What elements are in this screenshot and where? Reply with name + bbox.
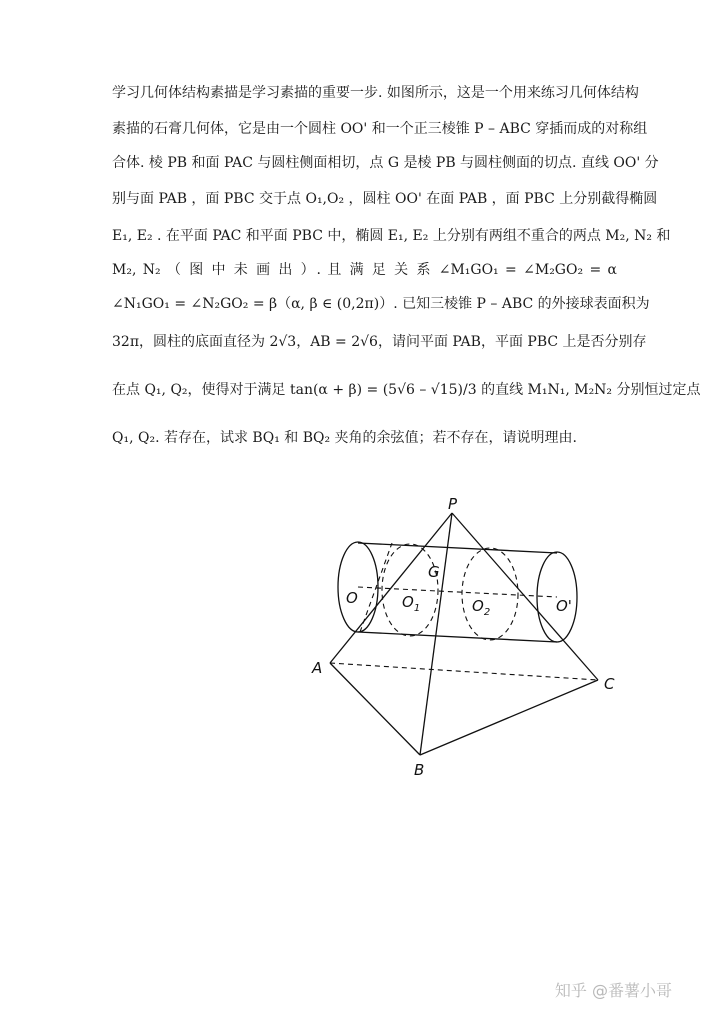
problem-line: 在点 Q₁, Q₂，使得对于满足 tan(α + β) = (5√6 – √15)/3 的直线 M₁N₁, M₂N₂ 分别恒过定点 xyxy=(112,382,701,398)
cylinder-top-edge xyxy=(358,543,557,553)
problem-line: E₁, E₂ . 在平面 PAC 和平面 PBC 中，椭圆 E₁, E₂ 上分别有两组不重合的两点 M₂, N₂ 和 xyxy=(112,228,671,244)
label-O2: $O_2$ xyxy=(472,597,491,618)
problem-line: 32π，圆柱的底面直径为 2√3，AB = 2√6，请问平面 PAB，平面 PBC 上是否分别存 xyxy=(112,334,647,350)
problem-line: 学习几何体结构素描是学习素描的重要一步. 如图所示，这是一个用来练习几何体结构 xyxy=(112,85,639,101)
label-A: A xyxy=(312,659,323,677)
label-B: B xyxy=(414,761,425,779)
edge-AB xyxy=(330,663,420,755)
problem-line: 合体. 棱 PB 和面 PAC 与圆柱侧面相切，点 G 是棱 PB 与圆柱侧面的切点. 直线 OO' 分 xyxy=(112,155,659,171)
geometry-figure xyxy=(300,495,640,785)
label-O: O xyxy=(346,589,358,607)
cylinder-pyramid-diagram xyxy=(300,495,640,785)
problem-line: ∠N₁GO₁ = ∠N₂GO₂ = β（α, β ∈ (0,2π)）. 已知三棱锥 P – ABC 的外接球表面积为 xyxy=(112,296,650,312)
edge-PA xyxy=(330,513,452,663)
edge-BC xyxy=(420,680,598,755)
problem-line: 别与面 PAB ，面 PBC 交于点 O₁,O₂ ，圆柱 OO' 在面 PAB ，面 PBC 上分别截得椭圆 xyxy=(112,191,658,207)
edge-AC-hidden xyxy=(330,663,598,680)
edge-PB xyxy=(420,513,452,755)
label-O-prime: O' xyxy=(556,597,572,615)
cylinder-bottom-edge xyxy=(358,632,557,642)
ellipse-E2 xyxy=(462,548,518,640)
problem-line: M₂, N₂ （ 图 中 未 画 出 ）. 且 满 足 关 系 ∠M₁GO₁ = ∠M₂GO₂ = α xyxy=(112,262,617,278)
problem-line: 素描的石膏几何体，它是由一个圆柱 OO' 和一个正三棱锥 P – ABC 穿插而成的对称组 xyxy=(112,121,648,137)
watermark: 知乎 @番薯小哥 xyxy=(554,981,672,1000)
ellipse-E1 xyxy=(382,544,438,636)
label-O1: $O_1$ xyxy=(402,593,421,614)
label-P: P xyxy=(448,495,458,513)
problem-line: Q₁, Q₂. 若存在，试求 BQ₁ 和 BQ₂ 夹角的余弦值；若不存在，请说明理由. xyxy=(112,430,577,446)
label-G: G xyxy=(428,563,440,581)
label-C: C xyxy=(604,675,615,693)
hidden-section-line xyxy=(360,543,392,632)
